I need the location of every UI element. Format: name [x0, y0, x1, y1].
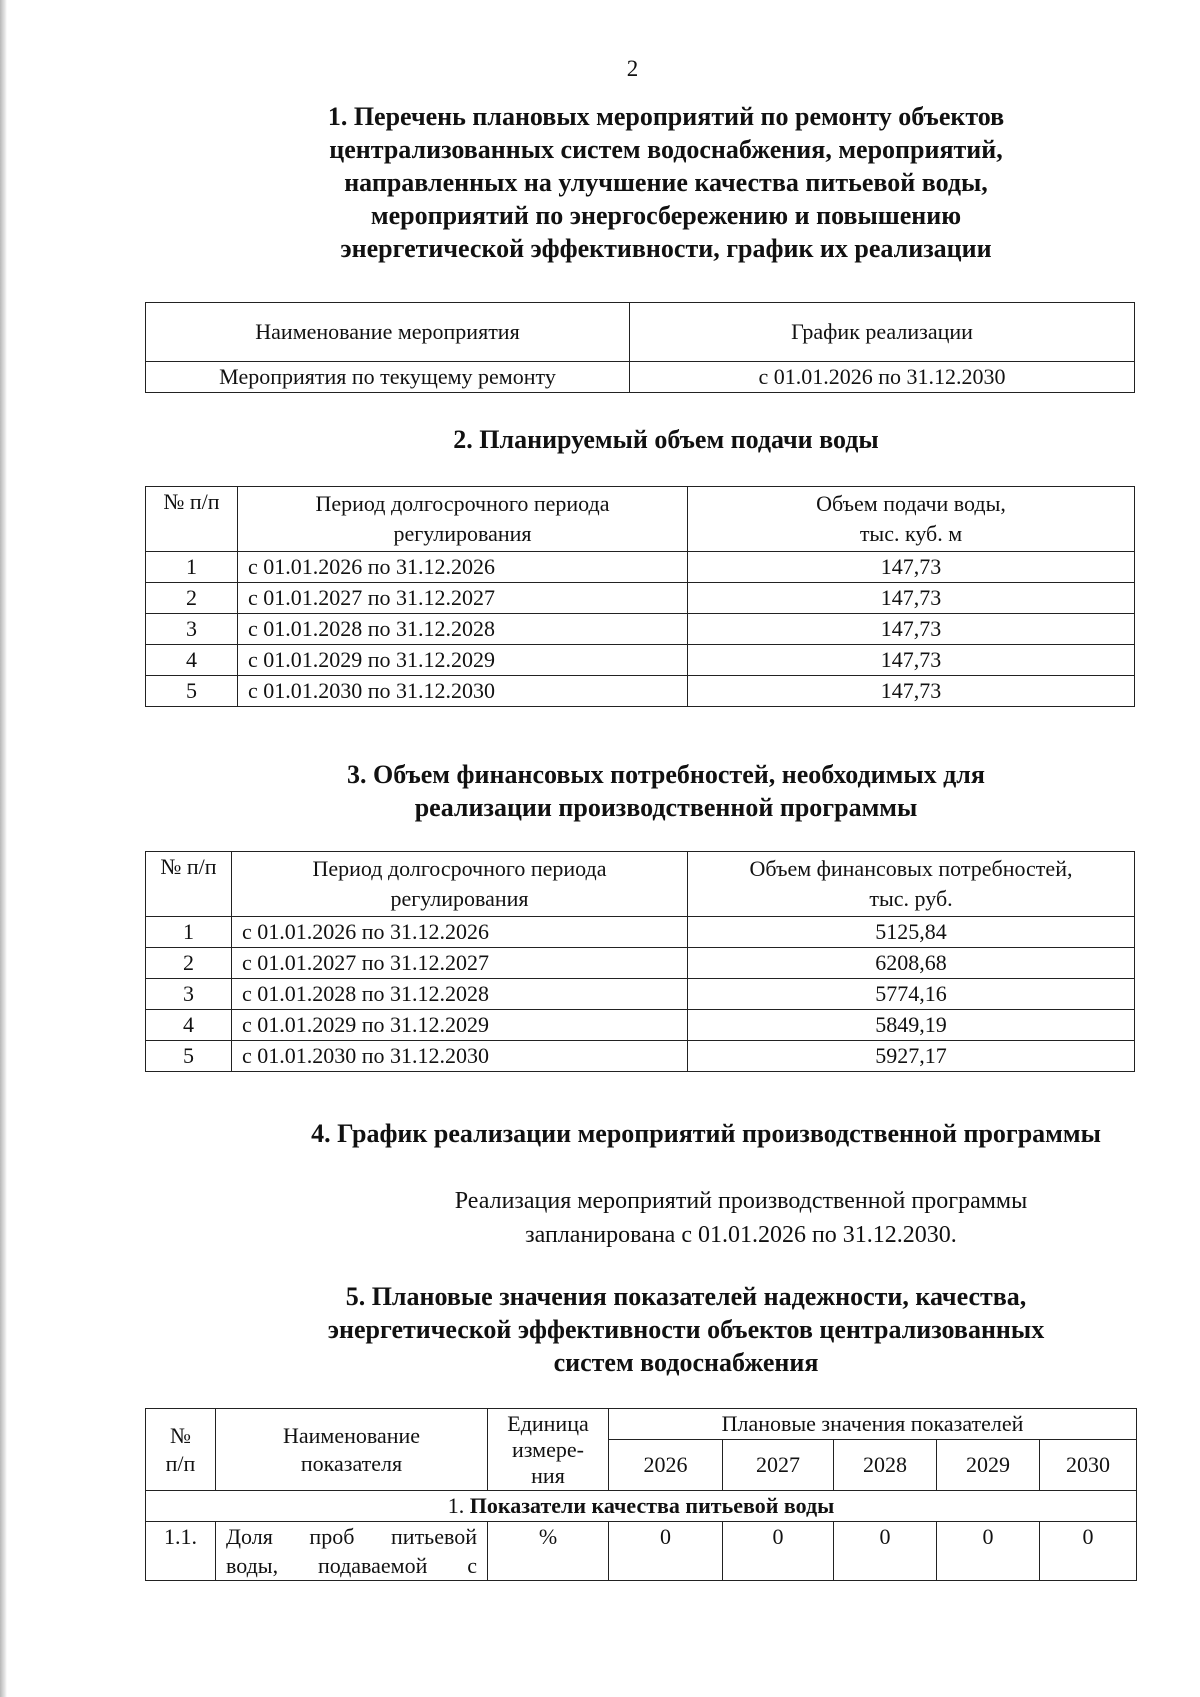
- table-cell: 5125,84: [688, 917, 1135, 948]
- header-cell-planned: Плановые значения показателей: [609, 1409, 1137, 1440]
- table-cell: с 01.01.2027 по 31.12.2027: [238, 583, 688, 614]
- table-cell: 147,73: [688, 583, 1135, 614]
- header-cell-year: 2026: [609, 1440, 723, 1491]
- table-cell: с 01.01.2028 по 31.12.2028: [232, 979, 688, 1010]
- table-cell: 2: [146, 948, 232, 979]
- table-row: [146, 1522, 1137, 1581]
- table-cell: 0: [609, 1522, 723, 1581]
- table-cell: с 01.01.2030 по 31.12.2030: [238, 676, 688, 707]
- table-cell: 0: [1040, 1522, 1137, 1581]
- header-cell-year: 2030: [1040, 1440, 1137, 1491]
- table-cell: 5: [146, 1041, 232, 1072]
- table-header-row: [146, 487, 1135, 552]
- section1-table: [145, 302, 1135, 393]
- header-cell-year: 2029: [937, 1440, 1040, 1491]
- table-row: [146, 645, 1135, 676]
- section5-table: [145, 1408, 1137, 1581]
- table-row: [146, 362, 1135, 393]
- table-cell: 0: [937, 1522, 1040, 1581]
- table-cell: 1: [146, 552, 238, 583]
- table-cell: 5774,16: [688, 979, 1135, 1010]
- table-row: [146, 979, 1135, 1010]
- table-cell: 4: [146, 1010, 232, 1041]
- table-row: [146, 614, 1135, 645]
- table-header-row: [146, 1409, 1137, 1440]
- header-cell: № п/п: [146, 852, 232, 917]
- section4-title: 4. График реализации мероприятий производственной программы: [311, 1119, 1101, 1148]
- section4-text: Реализация мероприятий производственной программы запланирована с 01.01.2026 по 31.12.2030.: [454, 1188, 1028, 1248]
- table-cell: 3: [146, 979, 232, 1010]
- table-cell: 2: [146, 583, 238, 614]
- group-number: 1.: [447, 1493, 465, 1518]
- header-cell-unit: Единица измере- ния: [488, 1409, 609, 1491]
- table-cell: 1.1.: [146, 1522, 216, 1581]
- table-header-row: [146, 852, 1135, 917]
- section3-title: 3. Объем финансовых потребностей, необходимых для реализации производственной программы: [347, 760, 985, 822]
- table-cell: с 01.01.2026 по 31.12.2026: [232, 917, 688, 948]
- section5-title: 5. Плановые значения показателей надежности, качества, энергетической эффективности объектов централизованных систем водоснабжения: [327, 1282, 1045, 1377]
- table-cell: Мероприятия по текущему ремонту: [146, 362, 630, 393]
- table-cell: 1: [146, 917, 232, 948]
- table-cell: с 01.01.2030 по 31.12.2030: [232, 1041, 688, 1072]
- header-cell: График реализации: [630, 303, 1135, 362]
- table-row: [146, 948, 1135, 979]
- table-cell: 3: [146, 614, 238, 645]
- header-cell-number: № п/п: [146, 1409, 216, 1491]
- scan-edge: [0, 0, 7, 1697]
- table-cell: 147,73: [688, 645, 1135, 676]
- table-cell: 6208,68: [688, 948, 1135, 979]
- header-cell: Период долгосрочного периода регулирования: [232, 852, 688, 917]
- table-cell: 5927,17: [688, 1041, 1135, 1072]
- group-row: [146, 1491, 1137, 1522]
- table-cell: 147,73: [688, 614, 1135, 645]
- table-cell-name: Доля проб питьевой воды, подаваемой с: [216, 1522, 488, 1581]
- table-cell: %: [488, 1522, 609, 1581]
- table-row: [146, 552, 1135, 583]
- table-cell: 147,73: [688, 676, 1135, 707]
- table-cell: с 01.01.2028 по 31.12.2028: [238, 614, 688, 645]
- table-cell: с 01.01.2026 по 31.12.2030: [630, 362, 1135, 393]
- group-title-cell: [146, 1491, 1137, 1522]
- table-row: [146, 1010, 1135, 1041]
- table-header-row: [146, 303, 1135, 362]
- header-cell: Объем подачи воды, тыс. куб. м: [688, 487, 1135, 552]
- table-cell: 0: [723, 1522, 834, 1581]
- header-cell-year: 2027: [723, 1440, 834, 1491]
- header-cell: Наименование мероприятия: [146, 303, 630, 362]
- table-cell: 5: [146, 676, 238, 707]
- section2-title: 2. Планируемый объем подачи воды: [453, 425, 879, 454]
- table-cell: 147,73: [688, 552, 1135, 583]
- section1-title: 1. Перечень плановых мероприятий по ремонту объектов централизованных систем водоснабжения, мероприятий, направленных на улучшение качества питьевой воды, мероприятий по энергосбережению и повышению энергетической эффективности, график их реализации: [327, 102, 1005, 263]
- section2-table: [145, 486, 1135, 707]
- section3-table: [145, 851, 1135, 1072]
- table-row: [146, 1041, 1135, 1072]
- group-title: Показатели качества питьевой воды: [469, 1493, 835, 1518]
- table-row: [146, 917, 1135, 948]
- page-number: 2: [626, 56, 639, 81]
- header-cell-name: Наименование показателя: [216, 1409, 488, 1491]
- table-row: [146, 583, 1135, 614]
- header-cell: № п/п: [146, 487, 238, 552]
- table-cell: 4: [146, 645, 238, 676]
- table-cell: 0: [834, 1522, 937, 1581]
- table-cell: с 01.01.2027 по 31.12.2027: [232, 948, 688, 979]
- table-row: [146, 676, 1135, 707]
- table-cell: с 01.01.2029 по 31.12.2029: [232, 1010, 688, 1041]
- table-cell: 5849,19: [688, 1010, 1135, 1041]
- table-cell: с 01.01.2026 по 31.12.2026: [238, 552, 688, 583]
- header-cell: Период долгосрочного периода регулирования: [238, 487, 688, 552]
- header-cell: Объем финансовых потребностей, тыс. руб.: [688, 852, 1135, 917]
- header-cell-year: 2028: [834, 1440, 937, 1491]
- table-cell: с 01.01.2029 по 31.12.2029: [238, 645, 688, 676]
